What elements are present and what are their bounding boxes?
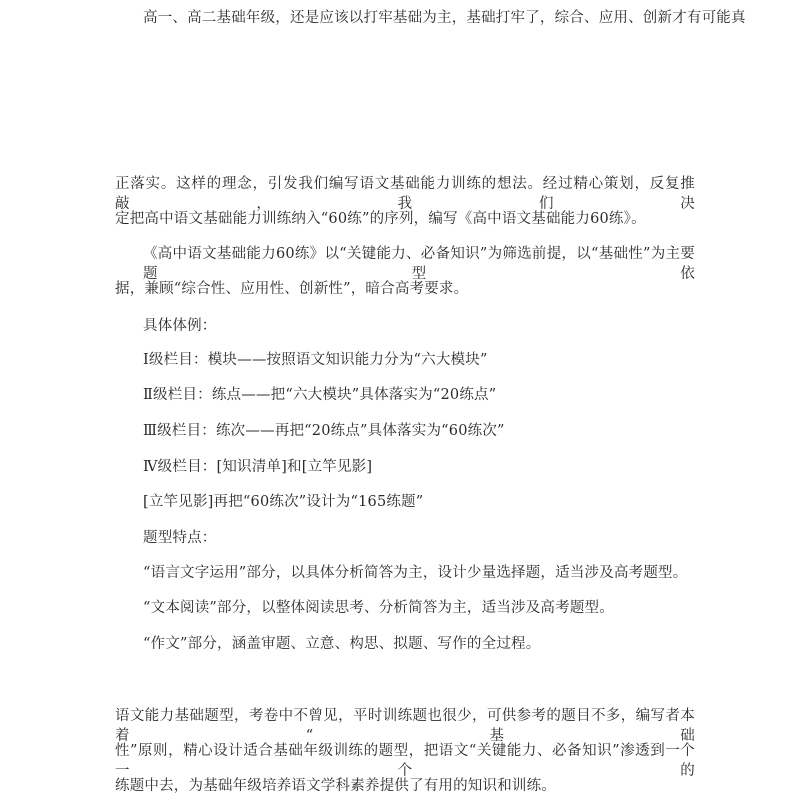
intro-paragraph-line-2: 正落实。这样的理念，引发我们编写语文基础能力训练的想法。经过精心策划，反复推敲，我们决	[115, 176, 695, 212]
structure-item-practice: [立竿见影]再把“60练次”设计为“165练题”	[143, 494, 424, 510]
structure-item-level-3: Ⅲ级栏目：练次——再把“20练点”具体落实为“60练次”	[143, 423, 505, 439]
feature-paragraph-line-2: 据，兼顾“综合性、应用性、创新性”，暗合高考要求。	[115, 281, 469, 297]
types-item-reading: “文本阅读”部分，以整体阅读思考、分析简答为主，适当涉及高考题型。	[143, 600, 614, 616]
structure-item-level-1: Ⅰ级栏目：模块——按照语文知识能力分为“六大模块”	[143, 352, 488, 368]
types-item-writing: “作文”部分，涵盖审题、立意、构思、拟题、写作的全过程。	[143, 636, 541, 652]
structure-item-level-2: Ⅱ级栏目：练点——把“六大模块”具体落实为“20练点”	[143, 387, 497, 403]
types-item-language: “语言文字运用”部分，以具体分析简答为主，设计少量选择题，适当涉及高考题型。	[143, 565, 688, 581]
closing-paragraph-line-2: 性”原则，精心设计适合基础年级训练的题型，把语文“关键能力、必备知识”渗透到一个一个的	[115, 743, 695, 779]
intro-paragraph-line-1: 高一、高二基础年级，还是应该以打牢基础为主，基础打牢了，综合、应用、创新才有可能真	[143, 10, 746, 26]
closing-paragraph-line-1: 语文能力基础题型，考卷中不曾见，平时训练题也很少，可供参考的题目不多，编写者本着“基础	[115, 708, 695, 744]
feature-paragraph-line-1: 《高中语文基础能力60练》以“关键能力、必备知识”为筛选前提，以“基础性”为主要题型依	[143, 246, 695, 282]
closing-paragraph-line-3: 练题中去，为基础年级培养语文学科素养提供了有用的知识和训练。	[115, 778, 556, 794]
types-heading: 题型特点：	[143, 530, 217, 546]
structure-item-level-4: Ⅳ级栏目：[知识清单]和[立竿见影]	[143, 459, 373, 475]
intro-paragraph-line-3: 定把高中语文基础能力训练纳入“60练”的序列，编写《高中语文基础能力60练》。	[115, 211, 646, 227]
structure-heading: 具体体例：	[143, 318, 217, 334]
